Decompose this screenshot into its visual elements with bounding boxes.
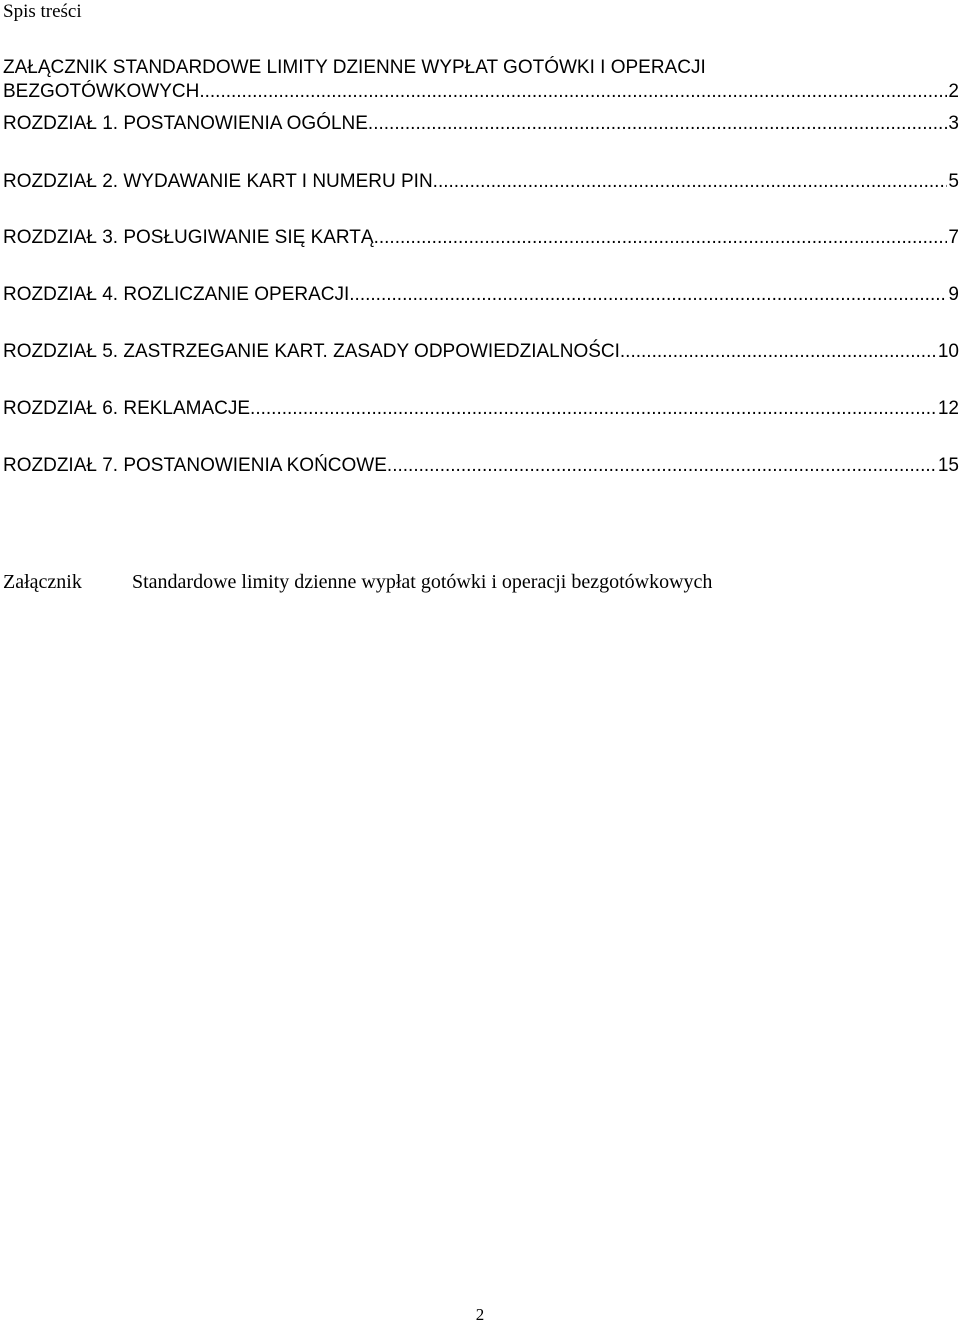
toc-entry-page: 7 [948,227,959,248]
dot-leader [349,283,947,307]
toc-entry-chapter-5[interactable] [3,340,959,364]
toc-entry-page: 9 [948,284,959,305]
toc-entry-page: 15 [937,455,959,476]
dot-leader [392,454,937,478]
toc-entry-appendix[interactable] [3,56,959,104]
dot-leader [438,170,947,194]
toc-entry-chapter-1[interactable] [3,112,959,136]
dot-leader [373,112,947,136]
toc-entry-title: ROZDZIAŁ 3. POSŁUGIWANIE SIĘ KARTĄ. [3,227,379,248]
toc-entry-title: ROZDZIAŁ 1. POSTANOWIENIA OGÓLNE. [3,113,374,134]
appendix-label: Załącznik [3,571,82,593]
toc-entry-title-line1: ZAŁĄCZNIK STANDARDOWE LIMITY DZIENNE WYPŁAT GOTÓWKI I OPERACJI [3,57,706,78]
toc-entry-title: ROZDZIAŁ 4. ROZLICZANIE OPERACJI [3,284,350,305]
toc-entry-page: 3 [948,113,959,134]
toc-entry-title: ROZDZIAŁ 7. POSTANOWIENIA KOŃCOWE. [3,455,393,476]
dot-leader [205,80,948,104]
toc-entry-page: 10 [937,341,959,362]
toc-entry-chapter-6[interactable] [3,397,959,421]
dot-leader [620,340,937,364]
toc-entry-chapter-2[interactable] [3,170,959,194]
toc-entry-page: 2 [948,81,959,102]
toc-entry-chapter-3[interactable] [3,226,959,250]
toc-entry-page: 5 [948,171,959,192]
dot-leader [255,397,937,421]
toc-entry-title: ROZDZIAŁ 2. WYDAWANIE KART I NUMERU PIN. [3,171,438,192]
toc-entry-title: ROZDZIAŁ 6. REKLAMACJE. [3,398,256,419]
toc-entry-chapter-7[interactable] [3,454,959,478]
toc-entry-page: 12 [937,398,959,419]
dot-leader [379,226,948,250]
toc-heading: Spis treści [3,1,82,22]
appendix-description: Standardowe limity dzienne wypłat gotówki i operacji bezgotówkowych [132,571,713,593]
toc-entry-chapter-4[interactable] [3,283,959,307]
toc-entry-title: BEZGOTÓWKOWYCH. [3,81,205,102]
page-number: 2 [475,1305,485,1324]
toc-entry-title: ROZDZIAŁ 5. ZASTRZEGANIE KART. ZASADY ODPOWIEDZIALNOŚCI [3,341,620,362]
